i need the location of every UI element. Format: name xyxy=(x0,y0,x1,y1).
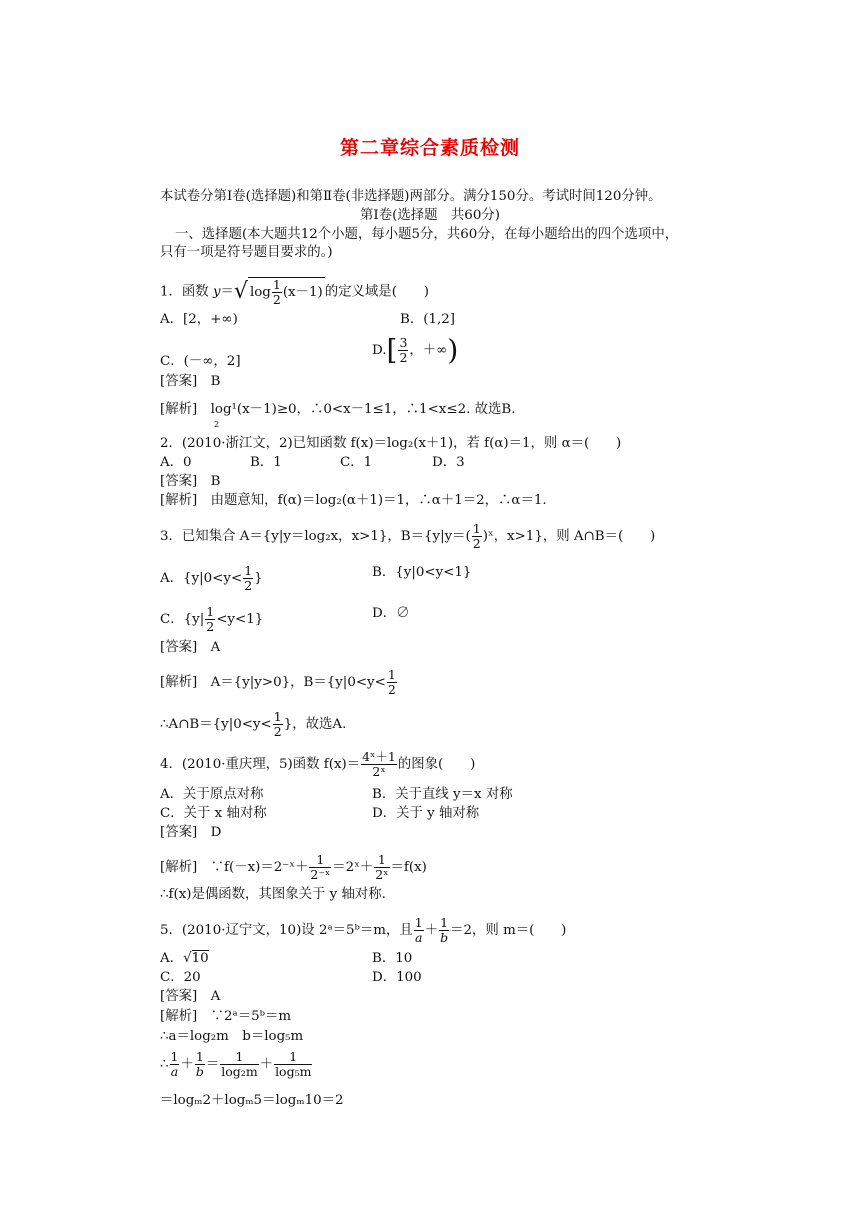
q3-option-d: D．∅ xyxy=(372,606,410,621)
q1-option-a: A．[2，+∞) xyxy=(160,312,238,327)
q1-option-c: C．(－∞，2] xyxy=(160,354,241,369)
page-title: 第二章综合素质检测 xyxy=(339,137,520,159)
q3-option-c: C．{y| $\frac{1}{2}$ <y<1} xyxy=(160,604,264,634)
q4-option-c: C．关于 x 轴对称 xyxy=(160,806,267,821)
q1-answer: [答案] B xyxy=(160,374,221,389)
q2-stem: 2．(2010·浙江文，2)已知函数 f(x)＝log₂(x＋1)，若 f(α)＝1，则 α＝( ) xyxy=(160,436,622,451)
q2-option-c: C．1 xyxy=(340,455,373,470)
q5-option-a: A．√10 xyxy=(160,951,209,966)
q2-explanation: [解析] 由题意知，f(α)＝log₂(α＋1)＝1，∴α＋1＝2，∴α＝1. xyxy=(160,493,547,508)
q3-answer: [答案] A xyxy=(160,640,221,655)
q4-option-d: D．关于 y 轴对称 xyxy=(372,806,480,821)
q5-explanation-line2: ∴a＝log₂m b＝log₅m xyxy=(160,1029,304,1044)
q5-option-d: D．100 xyxy=(372,970,422,985)
q1-radical: log $\frac{1}{2}$ (x－1) xyxy=(249,277,323,307)
q5-explanation-line4: ＝logₘ2＋logₘ5＝logₘ10＝2 xyxy=(160,1093,344,1108)
q4-option-a: A．关于原点对称 xyxy=(160,787,264,802)
q5-explanation-line1: [解析] ∵2ᵃ＝5ᵇ＝m xyxy=(160,1009,292,1024)
section-line1: 一、选择题(本大题共12个小题，每小题5分，共60分，在每小题给出的四个选项中， xyxy=(175,227,679,242)
intro-text: 本试卷分第Ⅰ卷(选择题)和第Ⅱ卷(非选择题)两部分。满分150分。考试时间120分钟。 xyxy=(160,189,662,204)
q4-explanation-line2: ∴f(x)是偶函数，其图象关于 y 轴对称. xyxy=(160,887,386,902)
q5-stem: 5．(2010·辽宁文，10)设 2ᵃ＝5ᵇ＝m，且 $\frac{1}{a}$ ＋ $\frac{1}{b}$ ＝2，则 m＝( ) xyxy=(160,915,567,945)
q1-option-b: B．(1,2] xyxy=(400,312,455,327)
q4-answer: [答案] D xyxy=(160,825,222,840)
q3-explanation-line1: [解析] A＝{y|y>0}，B＝{y|0<y< $\frac{1}{2}$ xyxy=(160,667,396,697)
part1-heading: 第Ⅰ卷(选择题 共60分) xyxy=(360,208,500,223)
q3-option-b: B．{y|0<y<1} xyxy=(372,565,472,580)
q2-answer: [答案] B xyxy=(160,474,221,489)
q4-stem: 4．(2010·重庆理，5)函数 f(x)＝ $\frac{\text{4ˣ＋1}}{\text{2ˣ}}$ 的图象( ) xyxy=(160,749,476,779)
q1-option-d: D.[ $\frac{3}{2}$ ，＋∞) xyxy=(372,333,459,367)
q1-stem: 1．函数 y＝√ log $\frac{1}{2}$ (x－1) 的定义域是( ) xyxy=(160,277,429,307)
q2-option-a: A．0 xyxy=(160,455,192,470)
section-line2: 只有一项是符号题目要求的。) xyxy=(160,245,333,260)
q4-explanation-line1: [解析] ∵f(－x)＝2⁻ˣ＋ $\frac{1}{\text{2⁻ˣ}}$ ＝2ˣ＋ $\frac{1}{\text{2ˣ}}$ ＝f(x) xyxy=(160,852,427,882)
q1-explanation-subscript: 2 xyxy=(214,420,220,429)
q2-option-b: B．1 xyxy=(250,455,282,470)
q5-option-b: B．10 xyxy=(372,951,413,966)
q5-answer: [答案] A xyxy=(160,989,221,1004)
q5-explanation-line3: ∴ $\frac{1}{a}$ ＋ $\frac{1}{b}$ ＝ $\frac{1}{\text{log₂m}}$ ＋ $\frac{1}{\text{log₅m}}$ xyxy=(160,1049,312,1079)
q3-stem: 3．已知集合 A＝{y|y＝log₂x，x>1}，B＝{y|y＝( $\frac{1}{2}$ )ˣ，x>1}，则 A∩B＝( ) xyxy=(160,521,656,551)
q5-option-c: C．20 xyxy=(160,970,201,985)
q4-option-b: B．关于直线 y＝x 对称 xyxy=(372,787,513,802)
q1-explanation: [解析] log¹(x－1)≥0，∴0<x－1≤1，∴1<x≤2. 故选B. xyxy=(160,402,516,417)
q3-explanation-line2: ∴A∩B＝{y|0<y< $\frac{1}{2}$ }，故选A. xyxy=(160,709,347,739)
q2-option-d: D．3 xyxy=(432,455,465,470)
q3-option-a: A．{y|0<y< $\frac{1}{2}$ } xyxy=(160,563,263,593)
